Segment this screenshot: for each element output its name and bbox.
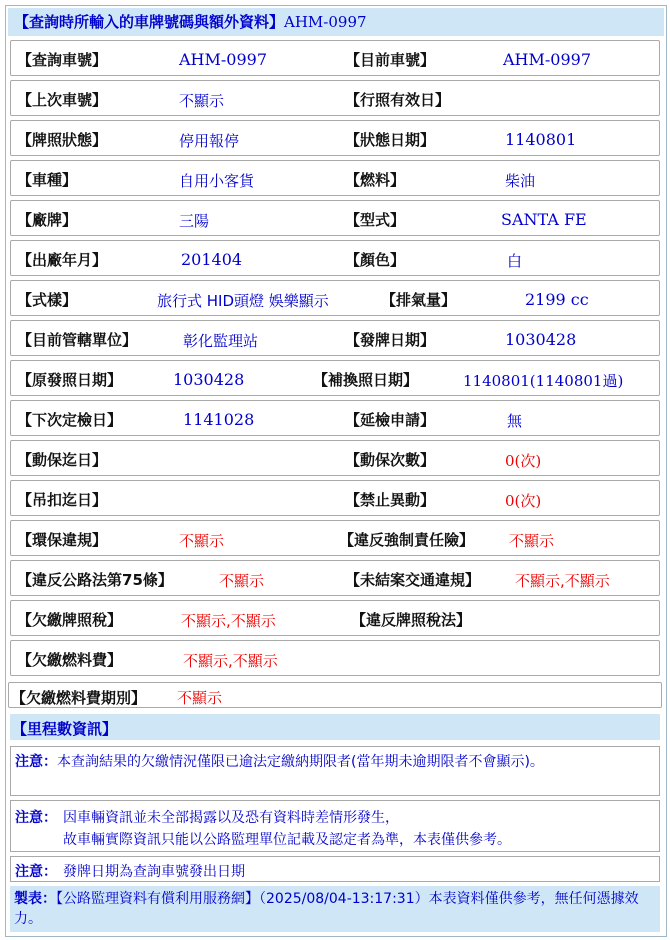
label-current-plate: 【目前車號】: [345, 51, 436, 69]
note-overdue: [10, 746, 660, 796]
row-last-plate: [10, 80, 660, 116]
label-query-plate: 【查詢車號】: [17, 51, 108, 69]
value-environment-violation: 不顯示: [179, 532, 225, 550]
value-reissue-date: 1140801(1140801過): [463, 372, 624, 390]
value-query-plate: AHM-0997: [179, 50, 268, 69]
label-color: 【顏色】: [345, 251, 406, 269]
value-original-issue: 1030428: [173, 370, 245, 389]
row-brand: [10, 200, 660, 236]
value-issue-date: 1030428: [505, 330, 577, 349]
row-unpaid-fuel-fee: [10, 640, 660, 676]
row-lien-end: [10, 440, 660, 476]
value-plate-status: 停用報停: [179, 132, 240, 150]
row-suspension-end: [10, 480, 660, 516]
label-next-inspection: 【下次定檢日】: [17, 411, 123, 429]
label-style: 【式樣】: [17, 291, 78, 309]
label-transfer-ban: 【禁止異動】: [345, 491, 436, 509]
row-plate-status: [10, 120, 660, 156]
note-disclaimer: [10, 800, 660, 852]
label-lien-count: 【動保次數】: [345, 451, 436, 469]
label-fuel-fee-period: 【欠繳燃料費期別】: [11, 689, 147, 707]
value-color: 白: [507, 252, 523, 270]
label-brand: 【廠牌】: [17, 211, 78, 229]
row-query-plate: [10, 40, 660, 76]
value-pending-violations: 不顯示,不顯示: [515, 572, 610, 590]
note-issue-date-key: 注意：: [15, 864, 57, 880]
label-status-date: 【狀態日期】: [345, 131, 436, 149]
label-jurisdiction: 【目前管轄單位】: [17, 331, 138, 349]
label-fuel: 【燃料】: [345, 171, 406, 189]
header-label: 【查詢時所輸入的車牌號碼與額外資料】: [14, 13, 285, 31]
value-brand: 三陽: [179, 212, 210, 230]
label-vehicle-type: 【車種】: [17, 171, 78, 189]
row-environment-violation: [10, 520, 660, 556]
row-fuel-fee-period: [8, 682, 662, 708]
row-vehicle-type: [10, 160, 660, 196]
note-overdue-key: 注意：: [15, 754, 57, 770]
mileage-info-bar: [10, 714, 660, 740]
value-highway-law: 不顯示: [219, 572, 265, 590]
value-fuel-fee-period: 不顯示: [177, 689, 223, 707]
label-inspection-extension: 【延檢申請】: [345, 411, 436, 429]
value-vehicle-type: 自用小客貨: [179, 172, 255, 190]
footer-credit: [10, 886, 660, 932]
row-unpaid-license-tax: [10, 600, 660, 636]
row-original-issue: [10, 360, 660, 396]
label-highway-law: 【違反公路法第75條】: [17, 571, 173, 589]
note-overdue-text-block: [15, 752, 651, 773]
note-disclaimer-line2: 故車輛實際資訊只能以公路監理單位記載及認定者為準，本表僅供參考。: [63, 832, 511, 848]
value-inspection-extension: 無: [507, 412, 523, 430]
report-header: [8, 8, 664, 36]
footer-text-block: [14, 889, 650, 929]
value-style: 旅行式 HID頭燈 娛樂顯示: [157, 292, 329, 310]
footer-key: 製表：: [14, 891, 56, 907]
label-license-tax-violation: 【違反牌照稅法】: [351, 611, 472, 629]
value-fuel: 柴油: [505, 172, 536, 190]
label-reissue-date: 【補換照日期】: [313, 371, 419, 389]
value-unpaid-license-tax: 不顯示,不顯示: [181, 612, 276, 630]
value-model: SANTA FE: [501, 210, 587, 229]
row-next-inspection: [10, 400, 660, 436]
footer-text: 【公路監理資料有償利用服務網】（2025/08/04-13:17:31）本表資料僅供參考，無任何憑據效力。: [14, 891, 639, 927]
label-issue-date: 【發牌日期】: [345, 331, 436, 349]
note-overdue-text: 本查詢結果的欠繳情況僅限已逾法定繳納期限者(當年期未逾期限者不會顯示)。: [57, 754, 544, 770]
value-last-plate: 不顯示: [179, 92, 225, 110]
value-next-inspection: 1141028: [183, 410, 255, 429]
label-unpaid-fuel-fee: 【欠繳燃料費】: [17, 651, 123, 669]
value-lien-count: 0(次): [505, 452, 542, 470]
note-disclaimer-key: 注意：: [15, 810, 57, 826]
value-current-plate: AHM-0997: [503, 50, 592, 69]
label-license-valid: 【行照有效日】: [345, 91, 451, 109]
label-lien-end: 【動保迄日】: [17, 451, 108, 469]
value-unpaid-fuel-fee: 不顯示,不顯示: [183, 652, 278, 670]
value-manufacture-date: 201404: [181, 250, 243, 269]
header-plate: AHM-0997: [284, 13, 367, 31]
row-manufacture-date: [10, 240, 660, 276]
mileage-info-label: 【里程數資訊】: [12, 720, 118, 738]
row-style: [10, 280, 660, 316]
value-insurance-violation: 不顯示: [509, 532, 555, 550]
row-jurisdiction: [10, 320, 660, 356]
row-highway-law: [10, 560, 660, 596]
value-status-date: 1140801: [505, 130, 577, 149]
note-disclaimer-line1: 因車輛資訊並未全部揭露以及恐有資料時差情形發生，: [63, 810, 399, 826]
note-issue-date: [10, 856, 660, 882]
label-displacement: 【排氣量】: [381, 291, 457, 309]
label-environment-violation: 【環保違規】: [17, 531, 108, 549]
value-displacement: 2199 cc: [525, 290, 589, 309]
note-issue-date-text: 發牌日期為查詢車號發出日期: [63, 864, 245, 880]
label-model: 【型式】: [345, 211, 406, 229]
value-transfer-ban: 0(次): [505, 492, 542, 510]
label-last-plate: 【上次車號】: [17, 91, 108, 109]
label-insurance-violation: 【違反強制責任險】: [339, 531, 475, 549]
label-original-issue: 【原發照日期】: [17, 371, 123, 389]
report-frame: [5, 5, 667, 937]
label-pending-violations: 【未結案交通違規】: [345, 571, 481, 589]
label-plate-status: 【牌照狀態】: [17, 131, 108, 149]
label-manufacture-date: 【出廠年月】: [17, 251, 108, 269]
value-jurisdiction: 彰化監理站: [183, 332, 259, 350]
label-unpaid-license-tax: 【欠繳牌照稅】: [17, 611, 123, 629]
label-suspension-end: 【吊扣迄日】: [17, 491, 108, 509]
